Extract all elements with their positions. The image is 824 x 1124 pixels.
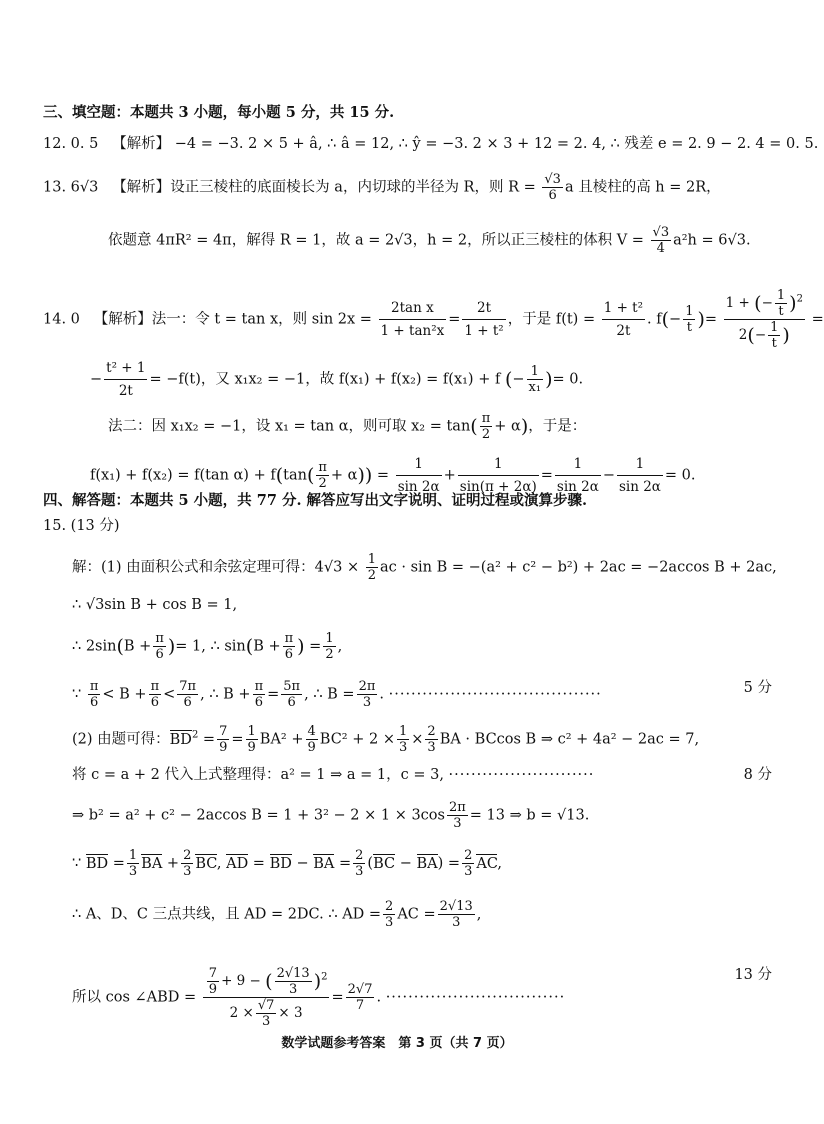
q15-line-2: ∴ √3sin B + cos B = 1, — [72, 597, 238, 613]
q15-l5-d: BA · BCcos B ⇒ c² + 4a² − 2ac = 7, — [439, 731, 700, 748]
q15-title: 15. (13 分) — [43, 518, 120, 534]
q13-volume-fraction: $\frac{√3}{4}$ — [652, 225, 670, 256]
q12-line — [43, 135, 818, 153]
q14-line4-end: = 0. — [664, 467, 696, 484]
q14-frac-1t: $\frac{1}{t}$ — [685, 304, 694, 335]
q15-l3-a: ∴ 2sin — [72, 638, 117, 655]
q15-l4-d: , ∴ B = — [304, 686, 355, 703]
q12-text: −4 = −3. 2 × 5 + â, ∴ â = 12, ∴ ŷ = −3. 2 × 3 + 12 = 2. 4, ∴ 残差 e = 2. 9 − 2. 4 = 0. 5. — [174, 136, 819, 152]
q13-line1-b: a 且棱柱的高 h = 2R， — [564, 179, 721, 196]
q14-method1-mid: ，于是 f(t) = — [507, 311, 596, 328]
q15-l3-b: = 1, ∴ sin — [175, 638, 246, 655]
q15-l1-a: 解：(1) 由面积公式和余弦定理可得：4√3 × — [72, 559, 360, 576]
q14-frac-t2: $\frac{\text{t² + 1}}{2t}$ — [104, 357, 147, 402]
q13-line1-a: 设正三棱柱的底面棱长为 a，内切球的半径为 R，则 R = — [170, 179, 536, 196]
q15-l5-b: BA² + — [259, 731, 304, 748]
page-footer: 数学试题参考答案 第 3 页（共 7 页） — [281, 1036, 513, 1051]
q13-line2-b: a²h = 6√3. — [673, 232, 751, 249]
section-3-heading: 三、填空题：本题共 3 小题，每小题 5 分，共 15 分. — [43, 104, 395, 121]
q14-line-1: 14. 0 【解析】法一：令 t = tan x，则 sin 2x = $\frac{\text{2tan x}}{\text{1 + tan²x}}$ = $\frac{2t}{\text{1 + t²}}$ ，于是 f(t) = $\frac{\text{1 + t²}}{2t}$ . f(− $\frac{1}{t}$ )= 1 + (− $\frac{1}{t}$ )$^2$ 2(− $\frac{1}{t}$ ) = — [43, 288, 824, 351]
q12-number: 12. 0. 5 — [43, 136, 99, 152]
q14-tag: 【解析】 — [93, 311, 152, 328]
q15-l5-a: (2) 由题可得： — [72, 731, 170, 748]
q15-l5-c: BC² + 2 × — [319, 731, 395, 748]
q15-line-1 — [72, 552, 777, 583]
q14-method2-end: ，于是： — [528, 418, 587, 435]
q15-l7-b: = 13 ⇒ b = √13. — [469, 807, 590, 824]
q13-line2-a: 依题意 4πR² = 4π，解得 R = 1，故 a = 2√3，h = 2，所以正三棱柱的体积 V = — [108, 232, 644, 249]
q14-frac-ft: $\frac{\text{1 + t²}}{2t}$ — [602, 297, 645, 342]
q15-line-5: (2) 由题可得：$BD^2$ = $\frac{7}{9}$ = $\frac{1}{9}$ BA² + $\frac{4}{9}$ BC² + 2 × $\frac{1}{3}$ × $\frac{2}{3}$ BA · BCcos B ⇒ c² + 4a² − 2ac = 7, — [72, 724, 700, 755]
q14-method1-intro: 法一：令 t = tan x，则 sin 2x = — [151, 311, 372, 328]
section-4-heading: 四、解答题：本题共 5 小题，共 77 分. 解答应写出文字说明、证明过程或演算步骤. — [43, 492, 588, 509]
q15-l9-b: AC = — [397, 906, 436, 923]
q15-line-10: 所以 cos ∠ABD = $\frac{7}{9}$ + 9 − ( $\frac{2√13}{3}$ )$^2$ 2 × $\frac{√7}{3}$ × 3 = $\frac{2√7}{7}$ . ································ — [72, 966, 566, 1029]
q14-number: 14. 0 — [43, 311, 80, 328]
q15-frac-half: $\frac{1}{2}$ — [367, 552, 376, 583]
q14-frac-big: 1 + (− $\frac{1}{t}$ )$^2$ 2(− $\frac{1}{t}$ ) — [725, 288, 803, 351]
q15-line-6: 将 c = a + 2 代入上式整理得：a² = 1 ⇒ a = 1，c = 3, ·························· — [72, 767, 595, 783]
q14-frac-pi2: $\frac{\pi}{2}$ — [481, 411, 491, 442]
q14-method2: 法二：因 x₁x₂ = −1，设 x₁ = tan α，则可取 x₂ = tan — [108, 418, 471, 435]
q13-line-2 — [108, 225, 751, 256]
q12-tag: 【解析】 — [112, 136, 171, 152]
q14-frac-1x1: $\frac{1}{\text{x₁}}$ — [528, 364, 542, 395]
q13-line-1 — [43, 172, 721, 203]
q15-line-8: ∵ BD = $\frac{1}{3}$ BA + $\frac{2}{3}$ BC, AD = BD − BA = $\frac{2}{3}$ (BC − BA) = $\frac{2}{3}$ AC, — [72, 848, 503, 879]
q15-l10-a: 所以 cos ∠ABD = — [72, 989, 197, 1006]
q15-l4-c: , ∴ B + — [200, 686, 251, 703]
q14-frac-tan: $\frac{\text{2tan x}}{\text{1 + tan²x}}$ — [379, 297, 447, 342]
q13-number: 13. 6√3 — [43, 179, 99, 196]
q15-line-3: ∴ 2sin(B + $\frac{\pi}{6}$ )= 1, ∴ sin(B + $\frac{\pi}{6}$ ) = $\frac{1}{2}$ , — [72, 631, 343, 662]
q15-score-8: 8 分 — [743, 767, 772, 783]
q14-frac-sin2a: $\frac{1}{\sin 2\alpha}$ — [396, 453, 442, 498]
q15-line-4: ∵ $\frac{\pi}{6}$ < B + $\frac{\pi}{6}$ < $\frac{7\pi}{6}$ , ∴ B + $\frac{\pi}{6}$ = $\frac{5\pi}{6}$ , ∴ B = $\frac{2\pi}{3}$ . ······································ — [72, 679, 602, 710]
q15-l1-b: ac · sin B = −(a² + c² − b²) + 2ac = −2accos B + 2ac, — [380, 559, 777, 576]
q14-frac-t: $\frac{2t}{\text{1 + t²}}$ — [462, 297, 505, 342]
q13-tag: 【解析】 — [112, 179, 171, 196]
q15-line-7: ⇒ b² = a² + c² − 2accos B = 1 + 3² − 2 × 1 × 3cos $\frac{2\pi}{3}$ = 13 ⇒ b = √13. — [72, 800, 590, 831]
q14-line-2: − $\frac{\text{t² + 1}}{2t}$ = −f(t)，又 x₁x₂ = −1，故 f(x₁) + f(x₂) = f(x₁) + f (− $\frac{1}{\text{x₁}}$ )= 0. — [90, 357, 583, 402]
q15-line-9: ∴ A、D、C 三点共线，且 AD = 2DC. ∴ AD = $\frac{2}{3}$ AC = $\frac{2√13}{3}$ , — [72, 899, 482, 930]
q15-l7-a: ⇒ b² = a² + c² − 2accos B = 1 + 3² − 2 × 1 × 3cos — [72, 807, 445, 824]
q14-line2-end: = 0. — [552, 371, 584, 388]
q15-l8-a: ∵ — [72, 855, 82, 872]
q15-cos-fraction: $\frac{7}{9}$ + 9 − ( $\frac{2√13}{3}$ )$^2$ 2 × $\frac{√7}{3}$ × 3 — [203, 966, 330, 1029]
q14-line-4: f(x₁) + f(x₂) = f(tan α) + f(tan( $\frac{\pi}{2}$ + α)) = $\frac{1}{\sin 2\alpha}$ + $\frac{1}{\sin(\pi + 2\alpha)}$ = $\frac{1}{\sin 2\alpha}$ − $\frac{1}{\sin 2\alpha}$ = 0. — [90, 453, 696, 498]
q14-line4-a: f(x₁) + f(x₂) = f(tan α) + f — [90, 467, 276, 484]
q15-l4-a: ∵ — [72, 686, 82, 703]
q14-line2-text: = −f(t)，又 x₁x₂ = −1，故 f(x₁) + f(x₂) = f(x₁) + f — [149, 371, 501, 388]
q15-score-5: 5 分 — [743, 680, 772, 696]
q14-line-3: 法二：因 x₁x₂ = −1，设 x₁ = tan α，则可取 x₂ = tan( $\frac{\pi}{2}$ + α)，于是： — [108, 411, 587, 442]
q14-frac-sinpi: $\frac{1}{\sin(\pi + 2\alpha)}$ — [458, 453, 539, 498]
q15-l9-a: ∴ A、D、C 三点共线，且 AD = 2DC. ∴ AD = — [72, 906, 382, 923]
q15-score-13: 13 分 — [734, 967, 772, 983]
q15-l6: 将 c = a + 2 代入上式整理得：a² = 1 ⇒ a = 1，c = 3, — [72, 767, 444, 783]
q13-fraction: $\frac{√3}{6}$ — [544, 172, 561, 203]
